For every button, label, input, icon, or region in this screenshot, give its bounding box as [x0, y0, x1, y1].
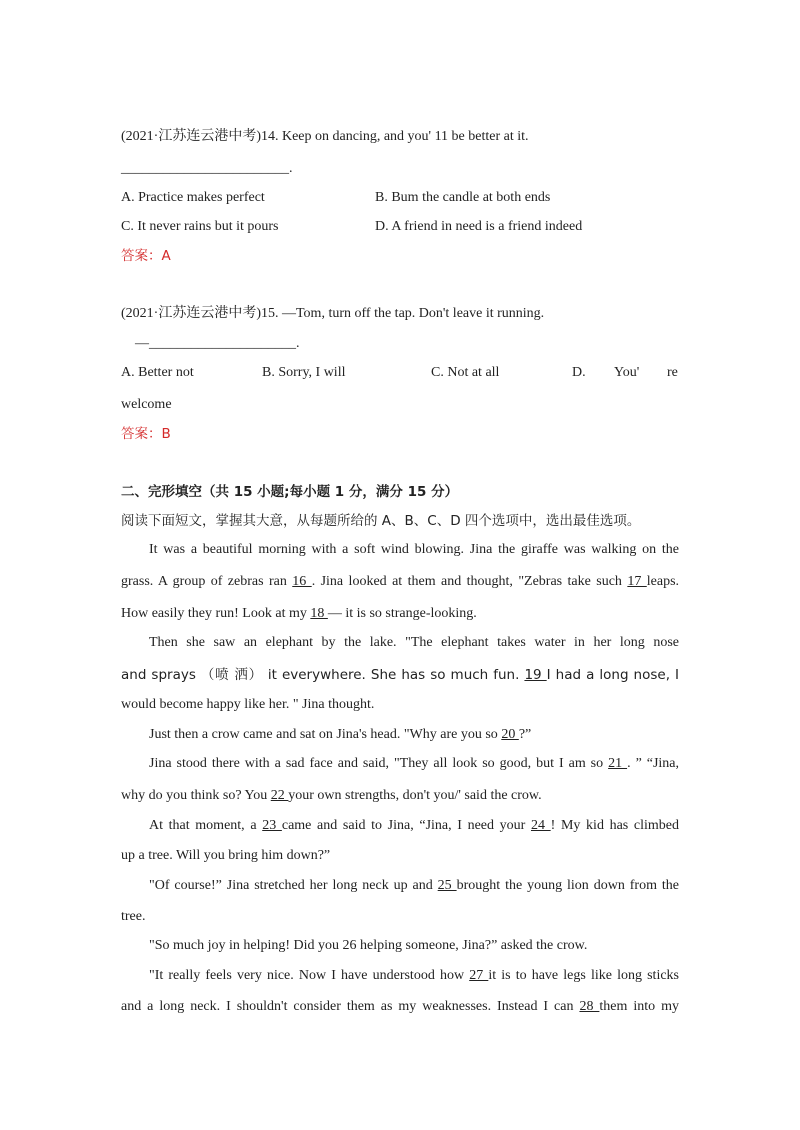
- q15-option-d-word3: welcome: [121, 397, 172, 412]
- passage-text: and a long neck. I shouldn't consider them as my weaknesses. Instead I can: [121, 999, 580, 1014]
- passage-text: your own strengths, don't you/' said the crow.: [288, 788, 542, 803]
- section-heading: 二、完形填空（共 15 小题;每小题 1 分，满分 15 分）: [121, 484, 459, 500]
- blank-19: 19: [524, 667, 547, 683]
- blank-16: 16: [292, 574, 312, 589]
- passage-text: it is to have legs like long sticks: [488, 968, 679, 983]
- blank-18: 18: [310, 606, 328, 621]
- passage-line: [121, 605, 477, 623]
- blank-23: 23: [262, 818, 282, 833]
- passage-text: why do you think so? You: [121, 788, 271, 803]
- passage-line: [149, 726, 531, 744]
- passage-text: Just then a crow came and sat on Jina's head. "Why are you so: [149, 727, 502, 742]
- blank-17: 17: [627, 574, 647, 589]
- q15-option-d-label: D.: [572, 365, 586, 380]
- passage-text: them into my: [599, 999, 679, 1014]
- q14-option-c: C. It never rains but it pours: [121, 219, 279, 234]
- passage-text: . Jina looked at them and thought, "Zebras take such: [311, 574, 628, 589]
- passage-line: "So much joy in helping! Did you 26 helping someone, Jina?” asked the crow.: [149, 938, 588, 953]
- blank-27: 27: [469, 968, 489, 983]
- section-instruction: 阅读下面短文，掌握其大意，从每题所给的 A、B、C、D 四个选项中，选出最佳选项。: [121, 513, 641, 529]
- passage-text: ?”: [518, 727, 532, 742]
- passage-line: [149, 877, 679, 895]
- passage-text: Jina stood there with a sad face and said, "They all look so good, but I am so: [149, 756, 609, 771]
- passage-line: would become happy like her. " Jina thought.: [121, 697, 375, 712]
- q14-option-a: A. Practice makes perfect: [121, 190, 265, 205]
- blank-21: 21: [608, 756, 628, 771]
- q14-answer: 答案：A: [121, 248, 171, 264]
- q14-option-b: B. Bum the candle at both ends: [375, 190, 551, 205]
- passage-text: came and said to Jina, “Jina, I need your: [281, 818, 531, 833]
- passage-text: leaps.: [646, 574, 680, 589]
- blank-25: 25: [437, 878, 457, 893]
- passage-line: It was a beautiful morning with a soft wind blowing. Jina the giraffe was walking on the: [149, 542, 679, 557]
- passage-text: I had a long nose, I: [546, 667, 679, 683]
- passage-line: Then she saw an elephant by the lake. "The elephant takes water in her long nose: [149, 635, 679, 650]
- blank-20: 20: [501, 727, 519, 742]
- q15-stem: (2021·江苏连云港中考)15. —Tom, turn off the tap. Don't leave it running.: [121, 306, 545, 321]
- q15-blank: —_____________________.: [135, 336, 300, 351]
- passage-text: — it is so strange-looking.: [327, 606, 477, 621]
- q15-option-c: C. Not at all: [431, 365, 500, 380]
- passage-text: "It really feels very nice. Now I have understood how: [149, 968, 470, 983]
- q15-option-b: B. Sorry, I will: [262, 365, 346, 380]
- passage-line: [121, 573, 679, 591]
- q14-option-d: D. A friend in need is a friend indeed: [375, 219, 583, 234]
- passage-text: . ” “Jina,: [627, 756, 680, 771]
- q15-option-d-word2: re: [667, 365, 678, 380]
- q15-option-d-word1: You': [614, 365, 640, 380]
- blank-24: 24: [530, 818, 551, 833]
- passage-text: At that moment, a: [149, 818, 263, 833]
- passage-line: [149, 755, 679, 773]
- q14-blank: ________________________.: [121, 161, 293, 176]
- q14-stem: (2021·江苏连云港中考)14. Keep on dancing, and you' 11 be better at it.: [121, 129, 529, 144]
- q15-option-a: A. Better not: [121, 365, 194, 380]
- passage-text: How easily they run! Look at my: [121, 606, 311, 621]
- passage-text: grass. A group of zebras ran: [121, 574, 293, 589]
- q15-answer: 答案：B: [121, 426, 171, 442]
- passage-line: up a tree. Will you bring him down?”: [121, 848, 331, 863]
- blank-22: 22: [270, 788, 289, 803]
- passage-line: [121, 998, 679, 1016]
- passage-line: [121, 666, 679, 684]
- passage-text: and sprays （喷 洒） it everywhere. She has so much fun.: [121, 667, 525, 683]
- passage-line: [121, 787, 542, 805]
- blank-28: 28: [579, 999, 600, 1014]
- passage-text: ! My kid has climbed: [550, 818, 680, 833]
- passage-text: "Of course!” Jina stretched her long neck up and: [149, 878, 438, 893]
- passage-line: [149, 967, 679, 985]
- passage-text: brought the young lion down from the: [456, 878, 679, 893]
- passage-line: [149, 817, 679, 835]
- passage-line: tree.: [121, 909, 146, 924]
